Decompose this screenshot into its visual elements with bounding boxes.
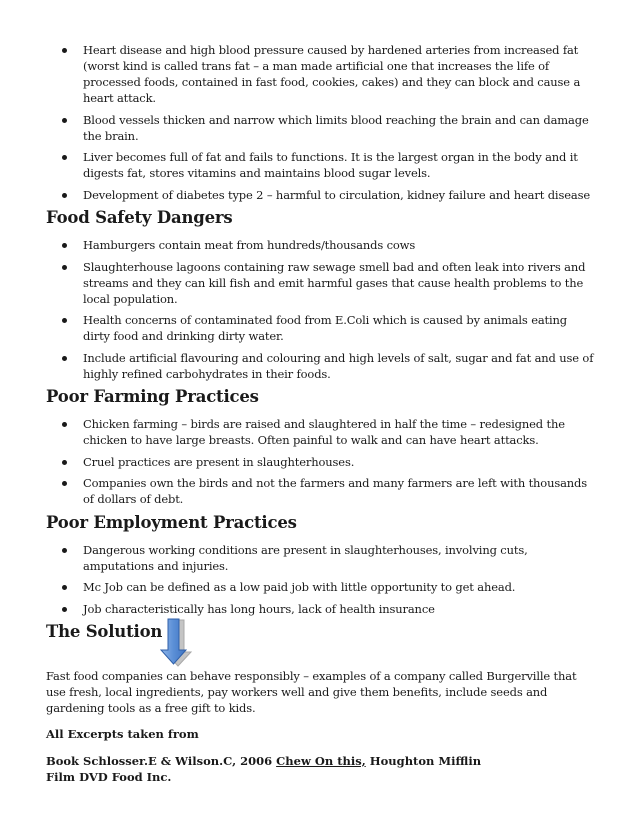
bullet-icon — [62, 460, 67, 465]
document-page — [46, 42, 594, 785]
list-item: Chicken farming – birds are raised and slaughtered in half the time – redesigned the chicken to have large breasts. Often painful to walk and can have heart attacks. — [46, 416, 594, 448]
list-item: Hamburgers contain meat from hundreds/thousands cows — [46, 237, 594, 253]
health-bullet-list — [46, 42, 594, 203]
list-item: Slaughterhouse lagoons containing raw sewage smell bad and often leak into rivers and streams and they can kill fish and emit harmful gases that cause health problems to the local population. — [46, 259, 594, 307]
book-title: Chew On this, — [276, 754, 366, 768]
list-item: Cruel practices are present in slaughterhouses. — [46, 454, 594, 470]
down-arrow-icon — [160, 618, 194, 668]
solution-header — [46, 622, 594, 668]
sources-heading: All Excerpts taken from — [46, 727, 199, 741]
employment-list — [46, 542, 594, 617]
bullet-icon — [62, 548, 67, 553]
list-item: Development of diabetes type 2 – harmful to circulation, kidney failure and heart disease — [46, 187, 594, 203]
bullet-icon — [62, 243, 67, 248]
bullet-icon — [62, 356, 67, 361]
food-safety-list — [46, 237, 594, 382]
bullet-icon — [62, 481, 67, 486]
book-citation: Book Schlosser.E & Wilson.C, 2006 Chew On this, Houghton Mifflin — [46, 754, 482, 768]
bullet-icon — [62, 193, 67, 198]
bullet-icon — [62, 155, 67, 160]
list-item: Heart disease and high blood pressure caused by hardened arteries from increased fat (worst kind is called trans fat – a man made artificial one that increases the life of processed foods, contained in fast food, cookies, cakes) and they can block and cause a heart attack. — [46, 42, 594, 106]
list-item: Job characteristically has long hours, lack of health insurance — [46, 601, 594, 617]
farming-list — [46, 416, 594, 507]
bullet-icon — [62, 422, 67, 427]
list-item: Companies own the birds and not the farmers and many farmers are left with thousands of dollars of debt. — [46, 475, 594, 507]
bullet-icon — [62, 585, 67, 590]
bullet-icon — [62, 265, 67, 270]
bullet-icon — [62, 118, 67, 123]
solution-heading: The Solution — [46, 622, 163, 641]
list-item: Liver becomes full of fat and fails to functions. It is the largest organ in the body and it digests fat, stores vitamins and maintains blood sugar levels. — [46, 149, 594, 181]
list-item: Blood vessels thicken and narrow which limits blood reaching the brain and can damage the brain. — [46, 112, 594, 144]
bullet-icon — [62, 607, 67, 612]
list-item: Mc Job can be defined as a low paid job with little opportunity to get ahead. — [46, 579, 594, 595]
employment-heading: Poor Employment Practices — [46, 512, 297, 532]
farming-heading: Poor Farming Practices — [46, 387, 259, 406]
bullet-icon — [62, 318, 67, 323]
list-item: Include artificial flavouring and colouring and high levels of salt, sugar and fat and use of highly refined carbohydrates in their foods. — [46, 350, 594, 382]
food-safety-heading: Food Safety Dangers — [46, 208, 233, 227]
list-item: Health concerns of contaminated food from E.Coli which is caused by animals eating dirty food and drinking dirty water. — [46, 312, 594, 344]
bullet-icon — [62, 48, 67, 53]
list-item: Dangerous working conditions are present in slaughterhouses, involving cuts, amputations and injuries. — [46, 542, 594, 574]
solution-paragraph: Fast food companies can behave responsibly – examples of a company called Burgerville that use fresh, local ingredients, pay workers well and give them benefits, include seeds and gardening tools as a free gift to kids. — [46, 669, 577, 715]
film-citation: Film DVD Food Inc. — [46, 770, 172, 784]
